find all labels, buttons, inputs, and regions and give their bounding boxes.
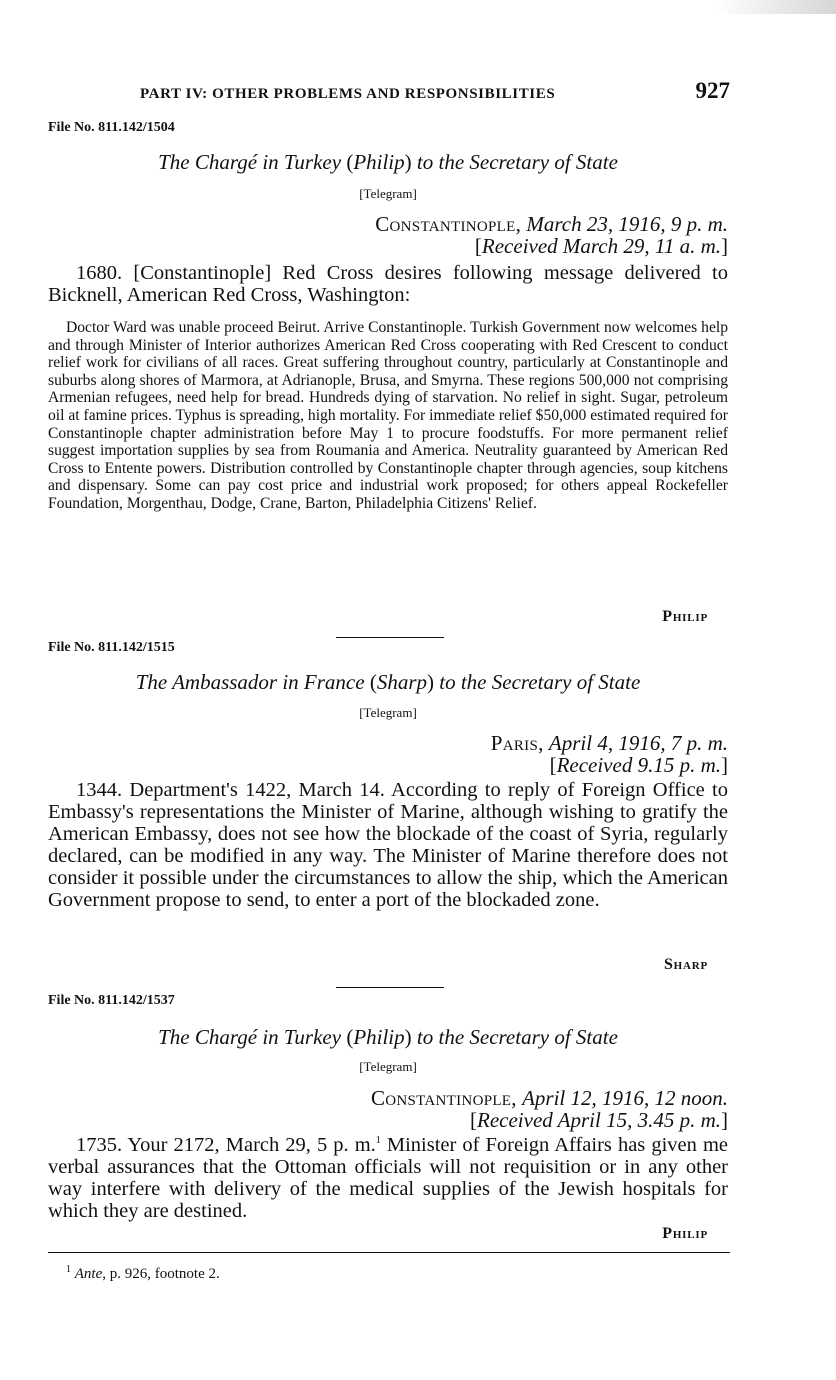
received-text: Received April 15, 3.45 p. m. xyxy=(477,1108,721,1132)
footnote xyxy=(66,1266,220,1283)
signature: Philip xyxy=(662,608,708,625)
received-text: Received 9.15 p. m. xyxy=(556,753,721,777)
telegram-label: [Telegram] xyxy=(359,1059,417,1074)
telegram-label: [Telegram] xyxy=(359,186,417,201)
received-line: [Received April 15, 3.45 p. m.] xyxy=(470,1108,728,1132)
page-number: 927 xyxy=(695,78,730,103)
telegram-body: 1680. [Constantinople] Red Cross desires following message delivered to Bicknell, American Red Cross, Washington: xyxy=(48,262,728,306)
running-head xyxy=(140,78,730,104)
title-prefix: The Chargé in Turkey xyxy=(158,150,347,174)
separator-rule xyxy=(336,637,444,638)
separator-rule xyxy=(336,987,444,988)
signature: Philip xyxy=(662,1225,708,1242)
footnote-marker: 1 xyxy=(66,1264,71,1275)
telegram-body: 1344. Department's 1422, March 14. According to reply of Foreign Office to Embassy's representations the Minister of Marine, although wishing to gratify the American Embassy, does not see how the blockade of the coast of Syria, regularly declared, can be modified in any way. The Minister of Marine therefore does not consider it possible under the circumstances to allow the ship, which the American Government propose to send, to enter a port of the blockaded zone. xyxy=(48,779,728,911)
title-prefix: The Chargé in Turkey xyxy=(158,1025,347,1049)
footnote-ref: Ante xyxy=(74,1266,103,1282)
signature: Sharp xyxy=(663,956,708,973)
title-name: Philip xyxy=(353,150,405,174)
title-suffix: to the Secretary of State xyxy=(434,670,641,694)
footnote-text: , p. 926, footnote 2. xyxy=(102,1266,220,1282)
telegram-label: [Telegram] xyxy=(359,705,417,720)
received-line: [Received 9.15 p. m.] xyxy=(549,753,728,777)
footnote-reference[interactable]: 1 xyxy=(375,1135,381,1147)
dateline-date: April 12, 1916, 12 noon. xyxy=(522,1086,728,1110)
running-head-title: PART IV: OTHER PROBLEMS AND RESPONSIBILITIES xyxy=(140,86,556,102)
dateline-date: April 4, 1916, 7 p. m. xyxy=(548,731,728,755)
title-name: Philip xyxy=(353,1025,405,1049)
document-title: The Chargé in Turkey (Philip) to the Secretary of State xyxy=(158,1025,618,1049)
quoted-message: Doctor Ward was unable proceed Beirut. Arrive Constantinople. Turkish Government now welcomes help and through Minister of Interior authorizes American Red Cross cooperating with Red Crescent to conduct relief work for civilians of all races. Great suffering throughout country, particularly at Constantinople and suburbs along shores of Marmora, at Adrianople, Brusa, and Smyrna. These regions 500,000 not comprising Armenian refugees, need help for bread. Hundreds dying of starvation. No relief in sight. Sugar, petroleum oil at famine prices. Typhus is spreading, high mortality. For immediate relief $50,000 estimated required for Constantinople chapter administration before May 1 to procure foodstuffs. For more permanent relief suggest importation supplies by sea from Roumania and America. Neutrality guaranteed by American Red Cross to Entente powers. Distribution controlled by Constantinople chapter through agencies, soup kitchens and dispensary. Some can pay cost price and industrial work proposed; for others appeal Rockefeller Foundation, Morgenthau, Dodge, Crane, Barton, Philadelphia Citizens' Relief. xyxy=(48,319,728,512)
dateline-place: Paris, xyxy=(490,731,544,755)
body-start: 1735. Your 2172, March 29, 5 p. m. xyxy=(76,1134,376,1156)
document-title: The Chargé in Turkey (Philip) to the Secretary of State xyxy=(158,150,618,174)
file-number: File No. 811.142/1504 xyxy=(48,120,175,135)
file-number: File No. 811.142/1515 xyxy=(48,640,175,655)
title-name: Sharp xyxy=(376,670,428,694)
body-rest: Minister of Foreign Affairs has given me verbal assurances that the Ottoman officials will not requisition or in any other way interfere with delivery of the medical supplies of the Jewish hospitals for which they are destined. xyxy=(48,1134,728,1222)
dateline-place: Constantinople, xyxy=(375,212,522,236)
title-suffix: to the Secretary of State xyxy=(411,1025,618,1049)
dateline-place: Constantinople, xyxy=(370,1086,517,1110)
received-text: Received March 29, 11 a. m. xyxy=(481,234,721,258)
dateline-date: March 23, 1916, 9 p. m. xyxy=(526,212,728,236)
scan-artifact xyxy=(716,0,836,14)
file-number: File No. 811.142/1537 xyxy=(48,993,175,1008)
telegram-body xyxy=(48,1134,728,1222)
received-line: [Received March 29, 11 a. m.] xyxy=(474,234,728,258)
footnote-rule xyxy=(48,1252,730,1253)
title-prefix: The Ambassador in France xyxy=(135,670,370,694)
document-title: The Ambassador in France (Sharp) to the Secretary of State xyxy=(135,670,641,694)
title-suffix: to the Secretary of State xyxy=(411,150,618,174)
